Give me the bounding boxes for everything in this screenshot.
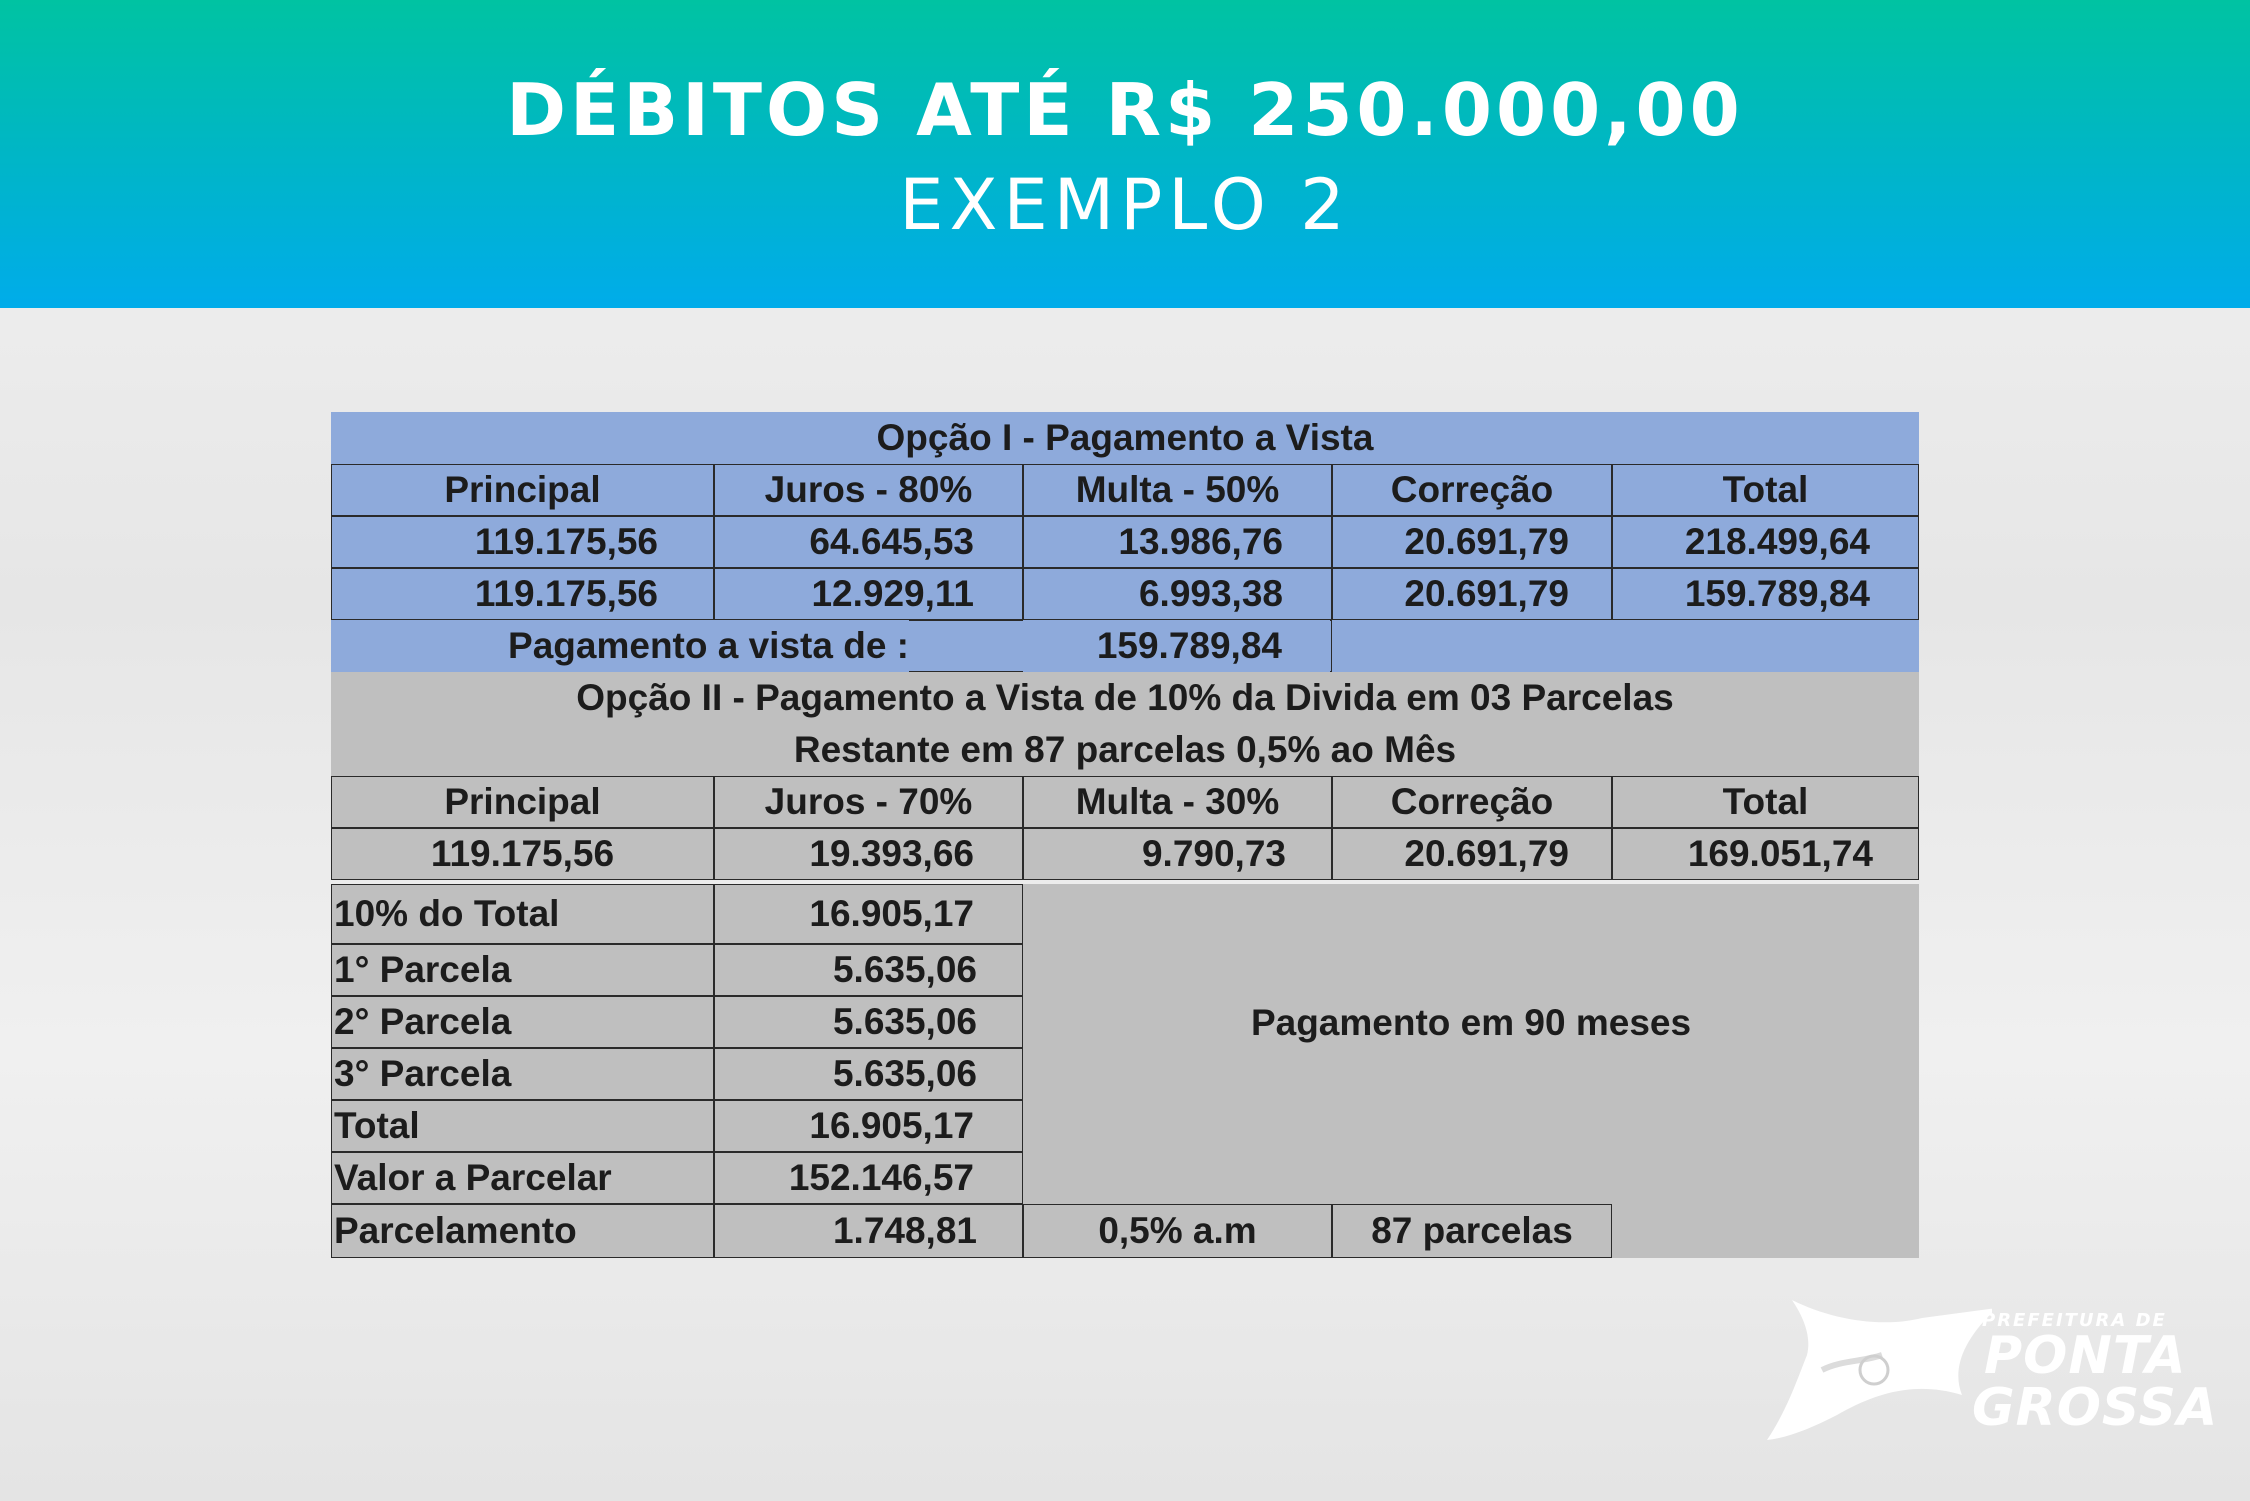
option1-title: Opção I - Pagamento a Vista	[331, 412, 1919, 464]
header-multa: Multa - 50%	[1023, 464, 1332, 516]
option1-payment-row	[331, 620, 1919, 672]
payment-empty	[1332, 620, 1919, 672]
cell-total: 169.051,74	[1612, 828, 1919, 880]
payment-label: Pagamento a vista de :	[331, 620, 909, 672]
breakdown-label: 3° Parcela	[331, 1048, 714, 1100]
breakdown-value: 1.748,81	[714, 1204, 1023, 1258]
cell-principal: 119.175,56	[331, 568, 714, 620]
cell-multa: 6.993,38	[1023, 568, 1332, 620]
option2-title: Opção II - Pagamento a Vista de 10% da Divida em 03 Parcelas	[331, 672, 1919, 724]
header-principal: Principal	[331, 464, 714, 516]
cell-correcao: 20.691,79	[1332, 516, 1612, 568]
logo-line3: GROSSA	[1972, 1378, 2219, 1438]
table-row	[331, 516, 1919, 568]
table-row	[331, 996, 1023, 1048]
cell-principal: 119.175,56	[331, 828, 714, 880]
header-juros: Juros - 70%	[714, 776, 1023, 828]
cell-total: 218.499,64	[1612, 516, 1919, 568]
logo-line1: PREFEITURA DE	[1982, 1310, 2167, 1331]
breakdown-label: 10% do Total	[331, 884, 714, 944]
table-row	[331, 1152, 1023, 1204]
header-juros: Juros - 80%	[714, 464, 1023, 516]
breakdown-value: 5.635,06	[714, 1048, 1023, 1100]
cell-correcao: 20.691,79	[1332, 828, 1612, 880]
cell-juros: 19.393,66	[714, 828, 1023, 880]
cell-multa: 13.986,76	[1023, 516, 1332, 568]
cell-juros: 12.929,11	[714, 568, 1023, 620]
option2-subtitle: Restante em 87 parcelas 0,5% ao Mês	[331, 724, 1919, 776]
option2-subtitle-row	[331, 724, 1919, 776]
header-principal: Principal	[331, 776, 714, 828]
table-row	[331, 1048, 1023, 1100]
breakdown-label: 2° Parcela	[331, 996, 714, 1048]
cell-juros: 64.645,53	[714, 516, 1023, 568]
page-subtitle: EXEMPLO 2	[899, 164, 1351, 246]
breakdown-value: 152.146,57	[714, 1152, 1023, 1204]
table-row	[331, 1100, 1023, 1152]
option1-title-row	[331, 412, 1919, 464]
table-row	[331, 1204, 1612, 1258]
breakdown-value: 5.635,06	[714, 944, 1023, 996]
logo-line2: PONTA	[1984, 1326, 2187, 1386]
term-note: Pagamento em 90 meses	[1023, 884, 1919, 1258]
cell-total: 159.789,84	[1612, 568, 1919, 620]
table-row	[331, 884, 1023, 944]
term-block	[1023, 884, 1919, 1258]
breakdown-label: Parcelamento	[331, 1204, 714, 1258]
table-row	[331, 828, 1919, 880]
option2-header-row	[331, 776, 1919, 828]
header-banner	[0, 0, 2250, 308]
cell-principal: 119.175,56	[331, 516, 714, 568]
option2-title-row	[331, 672, 1919, 724]
header-correcao: Correção	[1332, 776, 1612, 828]
prefeitura-logo	[1762, 1300, 2219, 1450]
rate-cell: 0,5% a.m	[1023, 1204, 1332, 1258]
breakdown-label: 1° Parcela	[331, 944, 714, 996]
flag-icon	[1762, 1300, 1992, 1450]
option1-header-row	[331, 464, 1919, 516]
page-title: DÉBITOS ATÉ R$ 250.000,00	[506, 68, 1744, 152]
header-correcao: Correção	[1332, 464, 1612, 516]
breakdown-value: 5.635,06	[714, 996, 1023, 1048]
breakdown-label: Total	[331, 1100, 714, 1152]
breakdown-label: Valor a Parcelar	[331, 1152, 714, 1204]
header-total: Total	[1612, 464, 1919, 516]
table-row	[331, 568, 1919, 620]
installments-cell: 87 parcelas	[1332, 1204, 1612, 1258]
payment-value: 159.789,84	[1023, 620, 1330, 672]
table-row	[331, 944, 1023, 996]
breakdown-value: 16.905,17	[714, 1100, 1023, 1152]
header-total: Total	[1612, 776, 1919, 828]
breakdown-value: 16.905,17	[714, 884, 1023, 944]
cell-correcao: 20.691,79	[1332, 568, 1612, 620]
header-multa: Multa - 30%	[1023, 776, 1332, 828]
cell-multa: 9.790,73	[1023, 828, 1332, 880]
